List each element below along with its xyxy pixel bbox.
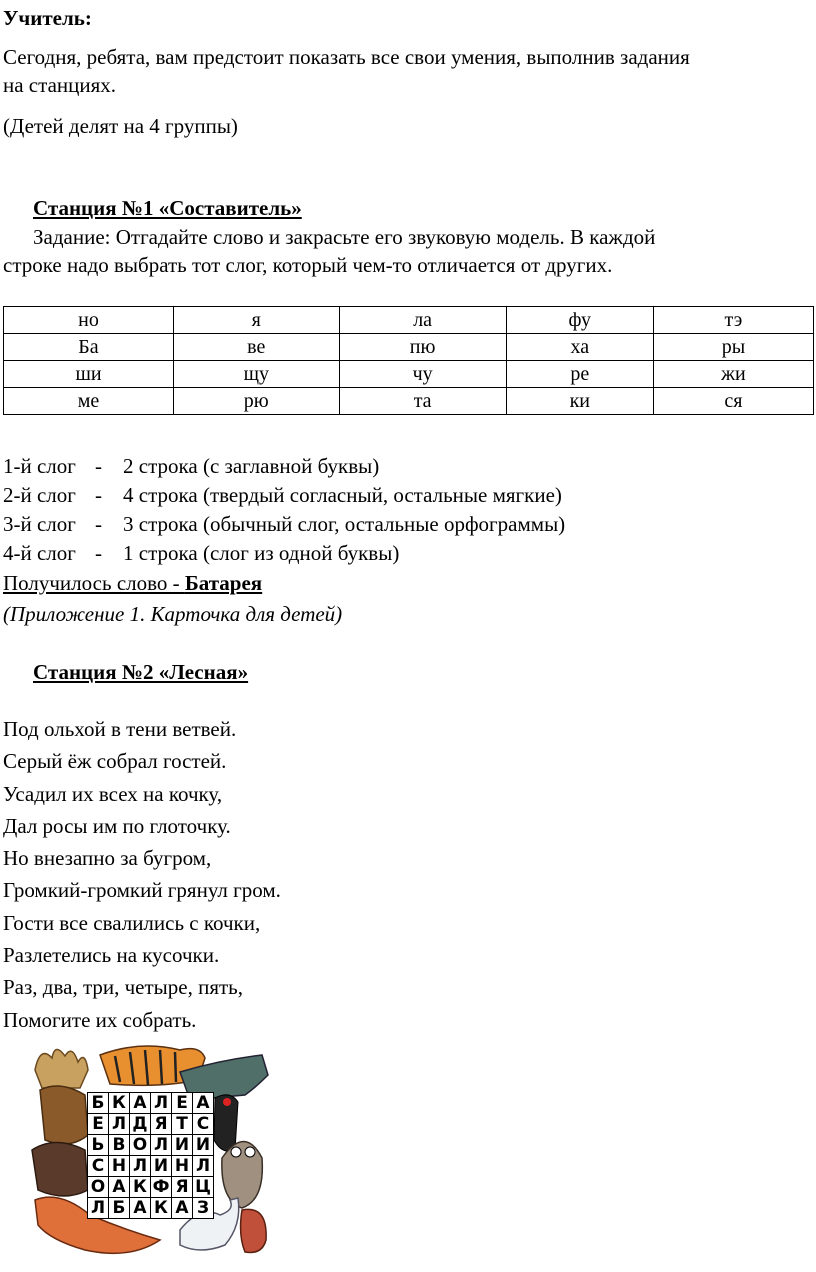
station2-title: Станция №2 «Лесная» [33,660,249,684]
grid-cell: А [130,1093,151,1114]
answer-dash: - [95,454,102,478]
table-cell: щу [173,361,339,388]
table-cell: но [4,307,174,334]
result-word: Батарея [184,571,263,595]
groups-note: (Детей делят на 4 группы) [3,114,238,138]
animal-word-puzzle [30,1040,270,1265]
table-row [4,334,814,361]
table-cell: пю [339,334,506,361]
grid-cell: А [130,1198,151,1219]
table-cell: я [173,307,339,334]
table-cell: ши [4,361,174,388]
answer-slog: 3-й слог [3,512,76,536]
table-cell: тэ [653,307,813,334]
poem-line: Под ольхой в тени ветвей. [3,717,237,741]
poem-line: Но внезапно за бугром, [3,846,212,871]
grid-cell: Л [88,1198,109,1219]
grid-cell: И [151,1156,172,1177]
grid-cell: Л [109,1114,130,1135]
grid-cell: К [151,1198,172,1219]
table-row [4,361,814,388]
moose-icon [40,1086,88,1144]
grid-cell: Л [193,1156,214,1177]
table-cell: чу [339,361,506,388]
grid-cell: О [130,1135,151,1156]
answer-text: 3 строка (обычный слог, остальные орфограммы) [123,512,566,536]
grid-cell: Б [88,1093,109,1114]
answer-dash: - [95,483,102,507]
table-cell: ме [4,388,174,415]
grid-cell: С [88,1156,109,1177]
grid-cell: Я [151,1114,172,1135]
table-cell: ве [173,334,339,361]
answer-row-2 [3,483,562,508]
grid-cell: Б [109,1198,130,1219]
answer-dash: - [95,512,102,536]
grid-cell: К [109,1093,130,1114]
grid-cell: И [193,1135,214,1156]
grid-cell: Ф [151,1177,172,1198]
answer-text: 1 строка (слог из одной буквы) [123,541,400,565]
answer-dash: - [95,541,102,565]
grid-row [88,1093,214,1114]
poem-line: Усадил их всех на кочку, [3,781,223,806]
moose-antlers-icon [35,1049,88,1088]
grid-cell: О [88,1177,109,1198]
answer-row-4 [3,541,399,566]
grid-cell: Е [172,1093,193,1114]
answer-text: 2 строка (с заглавной буквы) [123,454,380,478]
letter-grid [87,1092,214,1219]
poem-line: Раз, два, три, четыре, пять, [3,975,244,1000]
poem-line: Гости все свалились с кочки, [3,910,261,935]
grid-cell: А [172,1198,193,1219]
answer-slog: 4-й слог [3,541,76,565]
poem-line: Дал росы им по глоточку. [3,813,231,838]
grid-cell: Ь [88,1135,109,1156]
grid-cell: В [109,1135,130,1156]
grid-cell: А [109,1177,130,1198]
grid-cell: А [193,1093,214,1114]
table-row [4,388,814,415]
answer-slog: 1-й слог [3,454,76,478]
station1-title: Станция №1 «Составитель» [33,196,302,220]
grid-cell: Л [151,1135,172,1156]
table-cell: фу [506,307,653,334]
table-cell: жи [653,361,813,388]
grid-cell: Л [151,1093,172,1114]
grid-cell: Л [130,1156,151,1177]
grid-row [88,1198,214,1219]
table-cell: ха [506,334,653,361]
grid-cell: Е [88,1114,109,1135]
intro-line-2: на станциях. [3,73,117,97]
table-row [4,307,814,334]
boar-icon [32,1143,88,1197]
poem-line: Громкий-громкий грянул гром. [3,878,281,903]
table-cell: та [339,388,506,415]
grid-cell: Н [172,1156,193,1177]
grid-cell: К [130,1177,151,1198]
poem-line: Помогите их собрать. [3,1007,197,1032]
grid-cell: Т [172,1114,193,1135]
grid-row [88,1114,214,1135]
teacher-label: Учитель: [3,6,92,30]
appendix-note: (Приложение 1. Карточка для детей) [3,602,343,626]
table-cell: ки [506,388,653,415]
grid-cell: И [172,1135,193,1156]
poem [3,713,281,1036]
table-cell: ре [506,361,653,388]
syllable-table [3,306,814,415]
grid-row [88,1135,214,1156]
grid-cell: С [193,1114,214,1135]
answer-text: 4 строка (твердый согласный, остальные мягкие) [123,483,562,507]
station1-task-line-2: строке надо выбрать тот слог, который чем-то отличается от других. [3,253,613,277]
intro-line-1: Сегодня, ребята, вам предстоит показать все свои умения, выполнив задания [3,45,690,69]
answer-slog: 2-й слог [3,483,76,507]
squirrel-icon [241,1209,267,1252]
grid-cell: Я [172,1177,193,1198]
grid-cell: Д [130,1114,151,1135]
table-cell: Ба [4,334,174,361]
poem-line: Разлетелись на кусочки. [3,943,220,968]
grid-cell: З [193,1198,214,1219]
owl-icon [222,1142,263,1209]
table-cell: рю [173,388,339,415]
answer-row-3 [3,512,565,537]
grid-cell: Н [109,1156,130,1177]
grid-row [88,1177,214,1198]
grid-cell: Ц [193,1177,214,1198]
grid-row [88,1156,214,1177]
answer-row-1 [3,454,379,479]
poem-line: Серый ёж собрал гостей. [3,749,227,774]
table-cell: ся [653,388,813,415]
station1-task-line-1: Задание: Отгадайте слово и закрасьте его звуковую модель. В каждой [33,225,656,249]
table-cell: ла [339,307,506,334]
result-line [3,571,262,596]
table-cell: ры [653,334,813,361]
result-prefix: Получилось слово - [3,571,185,595]
